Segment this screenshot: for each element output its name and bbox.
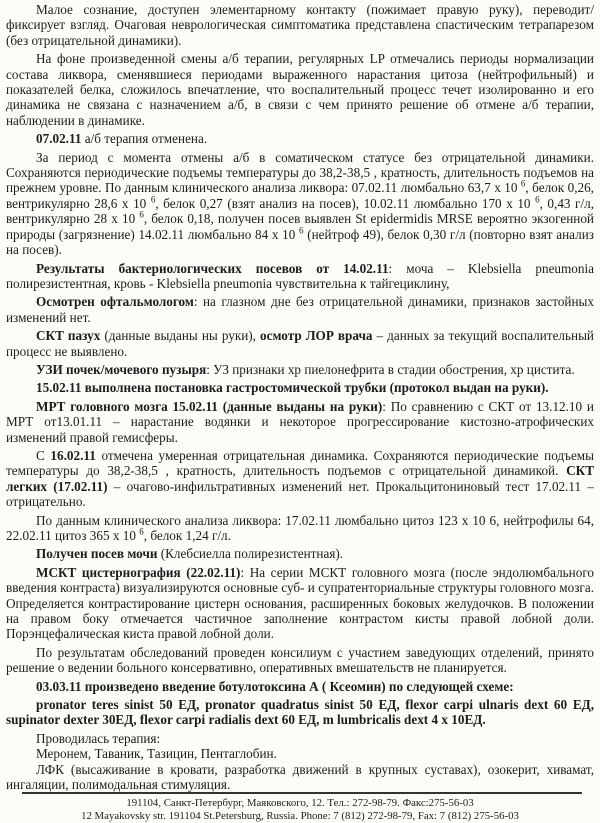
paragraph [6,261,594,292]
superscript-exponent: 6 [520,179,526,190]
text-run: За период с момента отмены а/б в соматическом статусе без отрицательной динамики. Сохраняются периодические подъемы температуры до 38,2-38,5 , кратность, длительность подъемов на прежнем уровне. По данным клинического анализа ликвора: 07.02.11 люмбально 63,7 x 10 [6,149,594,196]
footer-address-ru: 191104, Санкт-Петербург, Маяковского, 12. Тел.: 272-98-79. Факс:275-56-03 [126,797,474,809]
text-run: Малое сознание, доступен элементарному контакту (пожимает правую руку), переводит/фиксирует взгляд. Очаговая неврологическая симптоматика представлена спастическим тетрапарезом (без отрицательной динамики). [6,2,594,48]
text-run: (нейтроф 49), белок 0,30 г/л (повторно взят анализ на посев). [6,226,594,258]
paragraph [6,150,594,258]
paragraph [6,679,594,694]
paragraph [6,131,594,146]
bold-text: СКТ пазух [36,328,101,344]
paragraph [6,645,594,676]
therapy-section [6,731,594,793]
superscript-exponent: 6 [299,225,304,236]
text-run: : На серии МСКТ головного мозга (после эндолюмбального введения контраста) визуализируются основные суб- и супратенториальные структуры головного мозга. Определяется контрастирование цистерн основания, расширенных боковых желудочков. В положении на правом боку отмечается частичное заполнение контрастом кисты правой лобной доли. Порэнцефалическая киста правой лобной доли. [6,564,594,642]
text-run: (Клебсиелла полирезистентная). [157,546,344,562]
bold-text: Осмотрен офтальмологом [36,294,194,310]
bold-text: 16.02.11 [50,447,96,463]
paragraph [6,399,594,445]
text-run: , белок 0,18, получен посев выявлен St epidermidis MRSE вероятно экзогенной природы (загрязнение) 14.02.11 люмбально 84 x 10 [6,211,594,242]
superscript-exponent: 6 [150,194,156,205]
text-run: По результатам обследований проведен консилиум с участием заведующих отделений, принято решение о ведении больного консервативно, оперативных вмешательств не планируется. [6,644,594,676]
paragraph [6,513,594,544]
paragraph [6,448,594,510]
paragraph [6,697,594,728]
superscript-exponent: 6 [139,526,144,537]
text-run: : УЗ признаки хр пиелонефрита в стадии обострения, хр цистита. [206,361,575,377]
footer-divider [22,792,582,794]
text-run: – данных за текущий воспалительный процесс не выявлено. [6,328,594,359]
footer [0,797,600,822]
text-run: а/б терапия отменена. [81,131,208,147]
bold-text: Получен посев мочи [36,546,158,562]
bold-text: 07.02.11 [36,131,82,147]
paragraph [6,546,594,561]
clinical-notes [6,2,594,728]
bold-text: СКТ легких (17.02.11) [6,463,594,494]
text-run: На фоне произведенной смены а/б терапии, регулярных LP отмечались периоды нормализации состава ликвора, сменявшиеся периодами выраженного нарастания цитоза (нейтрофильный) и показателей белка, сложилось впечатление, что воспалительный процесс течет изолированно и его динамика не связана с назначением а/б, в связи с чем принято решение об отмене а/б терапии, наблюдении в динамике. [6,51,594,128]
bold-text: осмотр ЛОР врача [260,328,373,344]
text-run: (данные выданы ны руки), [100,328,261,344]
paragraph [6,362,594,377]
bold-text: УЗИ почек/мочевого пузыря [36,361,207,377]
therapy-heading: Проводилась терапия: [36,730,161,746]
bold-text: 15.02.11 выполнена постановка гастростомической трубки (протокол выдан на руки). [36,380,549,396]
paragraph [6,294,594,325]
text-run: , белок 0,26, вентрикулярно 28,6 x 10 [6,180,594,211]
text-run: : моча – Klebsiella pneumonia полирезистентная, кровь - Klebsiella pneumonia чувствительна к тайгециклину, [6,260,594,291]
therapy-drugs: Меронем, Таваник, Тазицин, Пентаглобин. [36,746,277,762]
bold-text: Результаты бактериологических посевов от 14.02.11 [36,260,389,276]
paragraph [6,565,594,642]
therapy-lfk: ЛФК (высаживание в кровати, разработка движений в крупных суставах), озокерит, хивамат, ингаляции, полимодальная стимуляция. [6,761,594,793]
text-run: С [36,447,51,463]
bold-text: 03.03.11 произведено введение ботулотоксина А ( Ксеомин) по следующей схеме: [36,678,514,694]
footer-address-en: 12 Mayakovsky str. 191104 St.Petersburg, Russia. Phone: 7 (812) 272-98-79, Fax: 7 (812) 275-56-03 [81,809,519,822]
paragraph [6,328,594,359]
bold-text: МРТ головного мозга 15.02.11 (данные выданы на руки) [36,398,383,414]
text-run: По данным клинического анализа ликвора: 17.02.11 люмбально цитоз 123 x 10 6, нейтрофилы 64, 22.02.11 цитоз 365 x 10 [6,512,594,543]
paragraph [6,380,594,395]
text-run: : По сравнению с СКТ от 13.12.10 и МРТ от13.01.11 – нарастание водянки и некоторое прогрессирование кистозно-атрофических изменений правой гемисферы. [6,398,594,445]
text-run: отмечена умеренная отрицательная динамика. Сохраняются периодические подъемы температуры до 38,2-38,5 , кратность, длительность подъемов с отрицательной динамикой. [6,447,595,479]
text-run: , белок 1,24 г/л. [143,528,231,543]
paragraph [6,2,594,48]
text-run: , белок 0,27 (взят анализ на посев), 10.02.11 люмбально 170 x 10 [155,195,536,211]
text-run: , 0,43 г/л, вентрикулярно 28 x 10 [6,195,595,227]
superscript-exponent: 6 [535,194,540,205]
bold-text: МСКТ цистернография (22.02.11) [36,564,241,580]
paragraph [6,51,594,128]
bold-text: pronator teres sinist 50 ЕД, pronator quadratus sinist 50 ЕД, flexor carpi ulnaris dext 60 ЕД, supinator dexter 30ЕД, flexor carpi radialis dext 60 ЕД, m lumbricalis dext 4 x 10ЕД. [6,697,594,728]
text-run: : на глазном дне без отрицательной динамики, признаков застойных изменений нет. [6,294,594,325]
document-body [6,2,594,796]
text-run: – очагово-инфильтративных изменений нет. Прокальцитониновый тест 17.02.11 – отрицательно. [6,478,594,510]
superscript-exponent: 6 [139,209,144,220]
